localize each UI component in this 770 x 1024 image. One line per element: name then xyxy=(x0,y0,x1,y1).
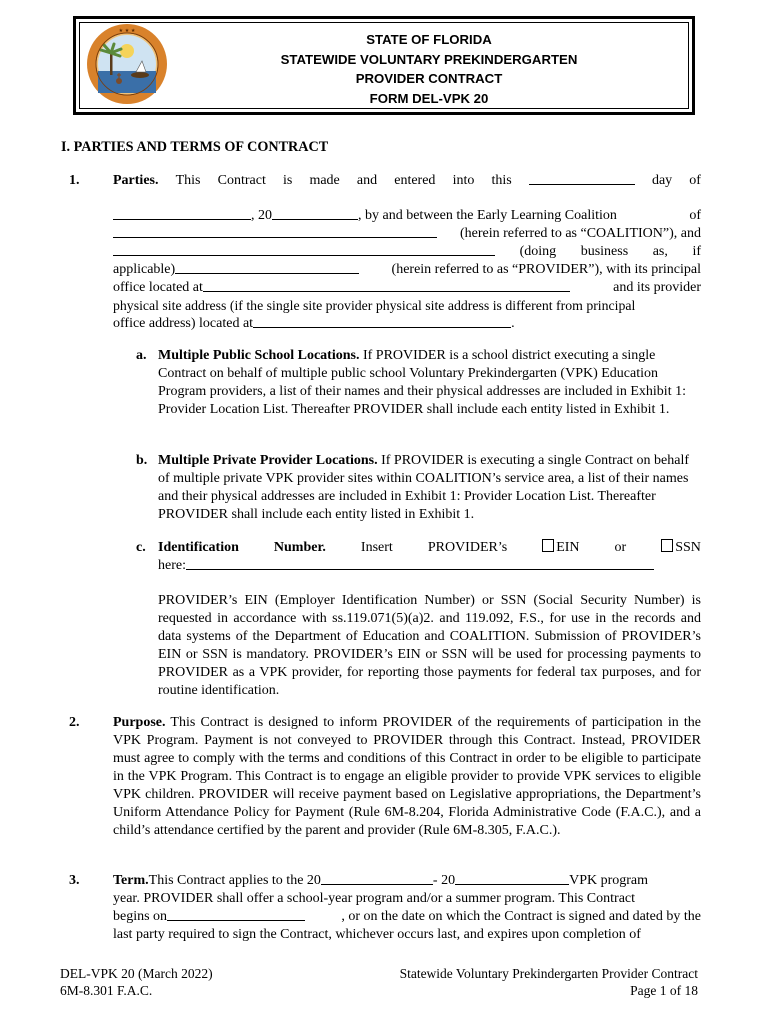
item-3-term xyxy=(113,872,701,944)
word: of xyxy=(689,173,701,188)
parties-title: Parties. xyxy=(113,173,159,188)
month-blank-field[interactable] xyxy=(113,207,251,220)
ein-checkbox[interactable] xyxy=(542,539,554,552)
page-number: Page 1 of 18 xyxy=(630,983,698,998)
parties-line-8 xyxy=(113,315,701,333)
text: , 20 xyxy=(251,208,272,223)
day-blank-field[interactable] xyxy=(529,172,635,185)
site-address-blank-field[interactable] xyxy=(253,315,511,328)
header-line-contract: PROVIDER CONTRACT xyxy=(355,71,503,87)
sub-c-text: PROVIDER’s EIN (Employer Identification Number) or SSN (Social Security Number) is requested in accordance with ss.119.071(5)(a)2. and 119.092, F.S., for use in the records and data systems of the Department of Education and COALITION. Submission of PROVIDER’s EIN or SSN is mandatory. PROVIDER’s EIN or SSN will be used for processing payments to PROVIDER as a VPK provider, for reporting those payments for federal tax purposes, and for routine identification. xyxy=(158,593,701,698)
term-line-2: year. PROVIDER shall offer a school-year program and/or a summer program. This Contract xyxy=(113,891,636,906)
sub-a-letter: a. xyxy=(136,348,147,363)
text: - 20 xyxy=(432,873,456,888)
end-year-blank-field[interactable] xyxy=(455,872,569,885)
word: Insert xyxy=(360,540,393,555)
office-address-blank-field[interactable] xyxy=(203,279,570,292)
rule-citation: 6M-8.301 F.A.C. xyxy=(60,983,153,998)
sub-c-line-2 xyxy=(158,557,701,575)
header-box xyxy=(73,16,695,115)
item-3-number: 3. xyxy=(69,873,80,888)
purpose-text: This Contract is designed to inform PROVIDER of the requirements of participation in the VPK Program. Payment is not conveyed to PROVIDER through this Contract. Instead, PROVIDER must agree to comply with the terms and conditions of this Contract in order to be eligible to participate in the VPK Program. This Contract is to engage an eligible provider to provide VPK services to eligible VPK children. PROVIDER will receive payment based on Legislative appropriations, the Department’s Uniform Attendance Policy for Payment (Rule 6M-8.204, Florida Administrative Code (F.A.C.), and a child’s attendance certified by the parent and provider (Rule 6M-8.305, F.A.C.). xyxy=(113,715,701,838)
parties-line-5 xyxy=(113,261,701,279)
ssn-option[interactable] xyxy=(661,539,701,557)
item-2-number: 2. xyxy=(69,715,80,730)
sub-b-letter: b. xyxy=(136,453,148,468)
here-label: here: xyxy=(158,558,186,573)
text: applicable) xyxy=(113,262,176,277)
text: , or on the date on which the Contract is signed and dated by the xyxy=(341,909,701,924)
term-line-3 xyxy=(113,908,701,926)
florida-seal-icon xyxy=(86,23,168,105)
begin-date-blank-field[interactable] xyxy=(167,908,305,921)
sub-a-title: Multiple Public School Locations. xyxy=(158,348,360,363)
provider-name-blank-field[interactable] xyxy=(113,243,495,256)
footer-right xyxy=(400,965,698,999)
word: This xyxy=(175,173,201,188)
text: office located at xyxy=(113,280,203,295)
item-1-parties xyxy=(113,172,701,190)
word: and xyxy=(356,173,378,188)
ein-option[interactable] xyxy=(542,539,579,557)
word: as, xyxy=(652,244,668,259)
svg-text:★ ★ ★: ★ ★ ★ xyxy=(118,28,136,34)
header-title xyxy=(176,30,682,108)
sub-c-letter: c. xyxy=(136,540,146,555)
sub-a-paragraph xyxy=(158,347,701,419)
text: (herein referred to as “PROVIDER”), with its principal xyxy=(391,262,701,277)
word: this xyxy=(491,173,512,188)
text: of xyxy=(689,208,701,223)
sub-a-text: If PROVIDER is a school district executing a single Contract on behalf of multiple public school Voluntary Prekindergarten (VPK) Education Program providers, a list of their names and their physical addresses are included in Exhibit 1: Provider Location List. Thereafter PROVIDER shall include each entity listed in Exhibit 1. xyxy=(158,348,686,417)
identification-title: Identification xyxy=(158,540,239,555)
sub-b-title: Multiple Private Provider Locations. xyxy=(158,453,378,468)
text: , by and between the Early Learning Coalition xyxy=(358,208,617,223)
term-line-1 xyxy=(113,872,701,890)
text: office address) located at xyxy=(113,316,254,331)
ein-label: EIN xyxy=(556,540,580,555)
word: PROVIDER’s xyxy=(427,540,508,555)
parties-line-3 xyxy=(113,225,701,243)
ssn-checkbox[interactable] xyxy=(661,539,673,552)
number-title: Number. xyxy=(273,540,326,555)
parties-line-7: physical site address (if the single site provider physical site address is different from principal xyxy=(113,298,636,313)
text: (herein referred to as “COALITION”), and xyxy=(460,226,701,241)
term-line-4: last party required to sign the Contract, whichever occurs last, and expires upon completion of xyxy=(113,927,641,942)
parties-line-1 xyxy=(113,172,701,190)
word: business xyxy=(580,244,629,259)
form-revision: DEL-VPK 20 (March 2022) xyxy=(60,966,213,981)
header-line-program: STATEWIDE VOLUNTARY PREKINDERGARTEN xyxy=(280,51,578,67)
text: VPK program xyxy=(569,873,649,888)
sub-c-paragraph xyxy=(158,539,701,700)
section-title: I. PARTIES AND TERMS OF CONTRACT xyxy=(61,139,329,155)
item-2-purpose xyxy=(113,714,701,840)
word: entered xyxy=(394,173,436,188)
header-line-form: FORM DEL-VPK 20 xyxy=(369,90,489,106)
sub-c-line-1 xyxy=(158,539,701,557)
text: begins on xyxy=(113,909,168,924)
word: (doing xyxy=(519,244,557,259)
parties-line-6 xyxy=(113,279,701,297)
item-1-continued xyxy=(113,207,701,333)
footer-left xyxy=(60,965,213,999)
header-line-state: STATE OF FLORIDA xyxy=(366,32,492,47)
word: is xyxy=(282,173,293,188)
word: if xyxy=(692,244,701,259)
document-name: Statewide Voluntary Prekindergarten Provider Contract xyxy=(399,966,698,981)
item-1-number: 1. xyxy=(69,173,80,188)
word: or xyxy=(614,540,627,555)
text: and its provider xyxy=(613,280,701,295)
term-title: Term. xyxy=(113,873,149,888)
text: This Contract applies to the 20 xyxy=(148,873,321,888)
word: Contract xyxy=(217,173,266,188)
parties-line-4 xyxy=(113,243,701,261)
coalition-blank-field[interactable] xyxy=(113,225,437,238)
word: day xyxy=(651,173,673,188)
sub-b-text: If PROVIDER is executing a single Contract on behalf of multiple private VPK provider sites within COALITION’s service area, a list of their names and their physical addresses are included in Exhibit 1: Provider Location List. Thereafter PROVIDER shall include each entity listed in Exhibit 1. xyxy=(158,453,690,522)
id-number-blank-field[interactable] xyxy=(186,557,654,570)
text: . xyxy=(511,316,515,331)
word: into xyxy=(452,173,475,188)
dba-blank-field[interactable] xyxy=(175,261,359,274)
purpose-title: Purpose. xyxy=(113,715,166,730)
year-blank-field[interactable] xyxy=(272,207,358,220)
sub-b-paragraph xyxy=(158,452,701,524)
parties-line-2 xyxy=(113,207,701,225)
ssn-label: SSN xyxy=(675,540,701,555)
word: made xyxy=(309,173,340,188)
start-year-blank-field[interactable] xyxy=(321,872,433,885)
